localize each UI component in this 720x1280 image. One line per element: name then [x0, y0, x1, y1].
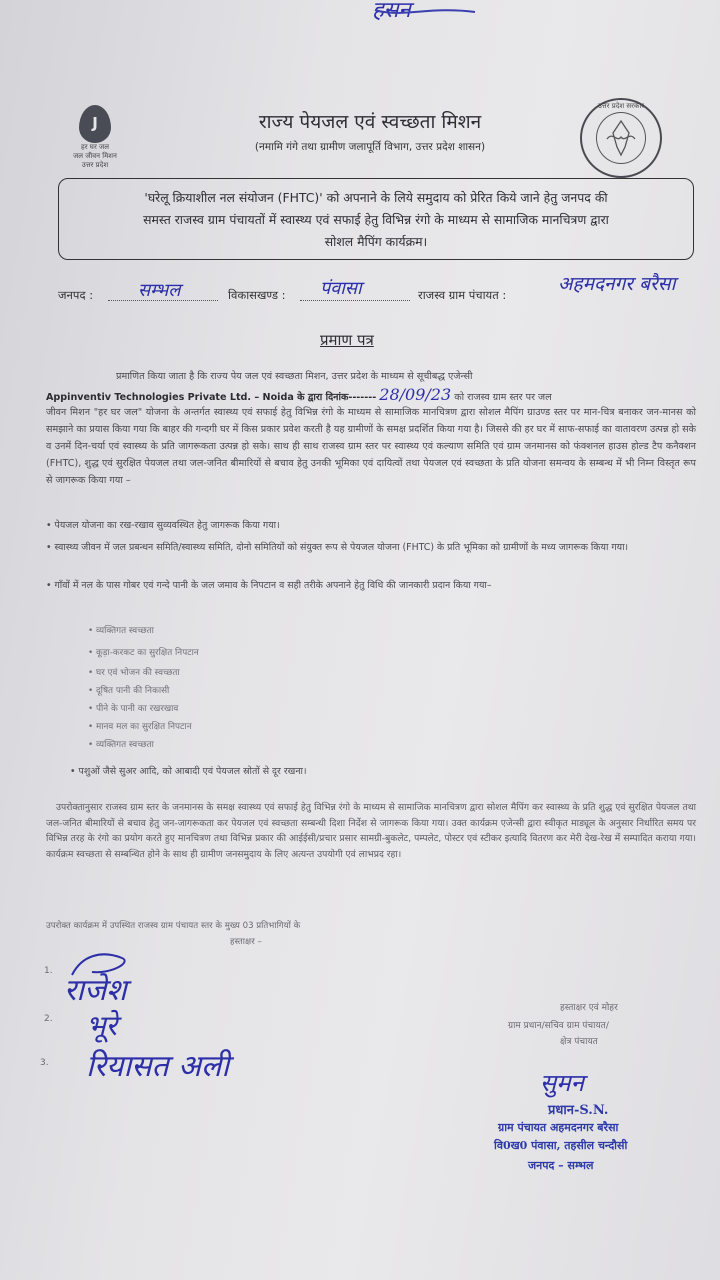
sub-item-3: • घर एवं भोजन की स्वच्छता: [88, 668, 180, 678]
document-title: राज्य पेयजल एवं स्वच्छता मिशन: [258, 111, 482, 133]
participant-3-signature: रियासत अली: [86, 1049, 230, 1084]
animals-note: • पशुओं जैसे सुअर आदि, को आबादी एवं पेयजल स्रोतों से दूर रखना।: [70, 766, 307, 777]
participant-2-number: 2.: [44, 1014, 53, 1024]
sub-item-2-text: कूड़ा-करकट का सुरक्षित निपटान: [96, 648, 199, 658]
sub-item-7-text: व्यक्तिगत स्वच्छता: [96, 740, 154, 750]
bullet-item-2: • स्वास्थ्य जीवन में जल प्रबन्धन समिति/स्वास्थ्य समिति, दोनो समितियों को संयुक्त रूप से पेयजल योजना (FHTC) के प्रति भूमिका को ग्रामीणों के मध्य जागरूक किया गया।: [46, 542, 629, 553]
participants-intro: उपरोक्त कार्यक्रम में उपस्थित राजस्व ग्राम पंचायत स्तर के मुख्य 03 प्रतिभागियों के: [46, 921, 301, 931]
logo-tagline-2: जल जीवन मिशन: [73, 152, 117, 160]
sub-item-1: • व्यक्तिगत स्वच्छता: [88, 626, 154, 636]
certificate-heading: प्रमाण पत्र: [320, 331, 374, 349]
pradhan-secretary-label: ग्राम प्रधान/सचिव ग्राम पंचायत/: [508, 1021, 609, 1031]
program-description-box: [58, 178, 694, 260]
para-1-continuation: को राजस्व ग्राम स्तर पर जल: [454, 392, 552, 403]
participant-1-signature: राजेश: [64, 973, 127, 1008]
certificate-para-1-body: जीवन मिशन "हर घर जल" योजना के अन्तर्गत स्वास्थ्य एवं सफाई हेतु विभिन्न रंगो के माध्यम से सामाजिक मानचित्रण द्वारा सोशल मैपिंग ग्राउण्ड स्तर पर मान-चित्र बनाकर जन-मानस को समझाने का प्रयास किया गया कि बाहर की गन्दगी घर में किस प्रकार प्रवेश करती है यह ग्रामीणों के समक्ष प्रदर्शित किया गया है। जिससे की हर घर में साफ-सफाई का वातावरण उत्पन्न हो सके व उनमें दिन-चर्या एवं स्वास्थ्य के प्रति जागरूकता उत्पन्न हो सके। साथ ही साथ राजस्व ग्राम स्तर पर स्वास्थ्य एवं कल्याण समिति एवं ग्राम जनमानस को फंक्शनल हाउस होल्ड टैप कनैक्शन (FHTC), शुद्ध एवं सुरक्षित पेयजल तथा जल-जनित बीमारियों से बचाव हेतु उनकी भूमिका एवं दायित्वों तथा पेयजल एवं स्वच्छता के प्रति योजना समन्वय के सम्बन्ध में भी निम्न विस्तृत रूप से जागरूक किया गया –: [46, 407, 696, 486]
top-handwriting: हसन: [372, 0, 411, 23]
sub-item-7: • व्यक्तिगत स्वच्छता: [88, 740, 154, 750]
block-value: पंवासा: [320, 278, 362, 299]
certificate-para-1-line-2: [46, 386, 696, 406]
block-dotline: [300, 300, 410, 301]
document-subtitle: (नमामि गंगे तथा ग्रामीण जलापूर्ति विभाग, उत्तर प्रदेश शासन): [254, 141, 486, 153]
sub-item-4: • दूषित पानी की निकासी: [88, 686, 170, 696]
handwritten-date: 28/09/23: [379, 385, 452, 404]
participant-2-signature: भूरे: [86, 1009, 118, 1042]
stamp-line-1: प्रधान-S.N.: [548, 1103, 609, 1118]
sub-item-3-text: घर एवं भोजन की स्वच्छता: [96, 668, 180, 678]
bullet-1-text: पेयजल योजना का रख-रखाव सुव्यवस्थित हेतु जागरूक किया गया।: [54, 520, 280, 531]
logo-tagline-1: हर घर जल: [81, 143, 109, 151]
sub-item-1-text: व्यक्तिगत स्वच्छता: [96, 626, 154, 636]
pradhan-signature: सुमन: [540, 1069, 584, 1097]
participant-1-number: 1.: [44, 966, 53, 976]
sub-item-2: • कूड़ा-करकट का सुरक्षित निपटान: [88, 648, 199, 658]
sub-item-6-text: मानव मल का सुरक्षित निपटान: [96, 722, 192, 732]
agency-and-date-text: Appinventiv Technologies Private Ltd. – Noida के द्वारा दिनांक-------: [46, 392, 377, 403]
kshetra-panchayat-label: क्षेत्र पंचायत: [560, 1037, 598, 1047]
logo-tagline-3: उत्तर प्रदेश: [81, 161, 109, 169]
up-government-emblem: [580, 98, 662, 178]
sub-item-5: • पीने के पानी का रखरखाव: [88, 704, 179, 714]
sub-item-4-text: दूषित पानी की निकासी: [96, 686, 170, 696]
sign-and-seal-label: हस्ताक्षर एवं मोहर: [560, 1003, 618, 1013]
participant-1-flourish: [62, 950, 142, 980]
certificate-para-2: उपरोक्तानुसार राजस्व ग्राम स्तर के जनमानस के समक्ष स्वास्थ्य एवं सफाई हेतु विभिन्न रंगो के माध्यम से सामाजिक मानचित्रण द्वारा सोशल मैपिंग कर स्वास्थ्य के प्रति शुद्ध एवं सुरक्षित पेयजल तथा जल-जनित बीमारियों से बचाव हेतु जन-जागरूकता कर पेयजल एवं स्वच्छता सम्बन्धी दिशा निर्देश से जागरूक किया गया। उक्त कार्यक्रम एजेन्सी द्वारा स्वीकृत माड्यूल के अनुसार निर्धारित समय पर विभिन्न तरह के रंगो का प्रयोग करते हुए मानचित्रण तथा विभिन्न प्रकार की आईईसी/प्रचार प्रसार सामग्री-बुकलेट, पम्पलेट, पोस्टर एवं स्टीकर इत्यादि वितरण कर मेरी देख-रेख में सम्पादित कराया गया। कार्यक्रम स्वच्छता से सम्बन्धित होने के साथ ही ग्रामीण जनसमुदाय के लिए अत्यन्त उपयोगी एवं लाभप्रद रहा।: [46, 802, 696, 860]
participant-3-number: 3.: [40, 1058, 49, 1068]
animals-note-text: पशुओं जैसे सुअर आदि, को आबादी एवं पेयजल स्रोतों से दूर रखना।: [78, 766, 307, 777]
block-label: विकासखण्ड :: [228, 288, 286, 302]
participants-signature-label: हस्ताक्षर –: [230, 937, 262, 947]
bullet-3-text: गाँवों में नल के पास गोबर एवं गन्दे पानी के जल जमाव के निपटान व सही तरीके अपनाने हेतु विधि की जानकारी प्रदान किया गया–: [54, 580, 492, 591]
program-line-3: सोशल मैपिंग कार्यक्रम।: [324, 234, 428, 249]
gram-panchayat-label: राजस्व ग्राम पंचायत :: [418, 288, 507, 302]
jal-jeevan-mission-logo: [55, 105, 135, 175]
top-scribble-stroke: [370, 0, 480, 30]
certificate-para-1-line-1: प्रमाणित किया जाता है कि राज्य पेय जल एवं स्वच्छता मिशन, उत्तर प्रदेश के माध्यम से सूचीबद्ध एजेन्सी: [116, 371, 473, 382]
emblem-text: उत्तर प्रदेश सरकार: [597, 102, 645, 110]
district-label: जनपद :: [58, 288, 94, 302]
bullet-item-1: • पेयजल योजना का रख-रखाव सुव्यवस्थित हेतु जागरूक किया गया।: [46, 520, 280, 531]
bullet-item-3: • गाँवों में नल के पास गोबर एवं गन्दे पानी के जल जमाव के निपटान व सही तरीके अपनाने हेतु विधि की जानकारी प्रदान किया गया–: [46, 580, 492, 591]
gram-panchayat-value: अहमदनगर बरैसा: [558, 273, 676, 295]
stamp-line-2: ग्राम पंचायत अहमदनगर बरैसा: [498, 1121, 619, 1134]
sub-item-5-text: पीने के पानी का रखरखाव: [96, 704, 179, 714]
district-value: सम्भल: [138, 280, 181, 301]
sub-item-6: • मानव मल का सुरक्षित निपटान: [88, 722, 192, 732]
emblem-seal-icon: [596, 112, 646, 164]
stamp-line-4: जनपद – सम्भल: [528, 1159, 594, 1172]
bullet-2-text: स्वास्थ्य जीवन में जल प्रबन्धन समिति/स्वास्थ्य समिति, दोनो समितियों को संयुक्त रूप से पेयजल योजना (FHTC) के प्रति भूमिका को ग्रामीणों के मध्य जागरूक किया गया।: [54, 542, 629, 553]
program-line-2: समस्त राजस्व ग्राम पंचायतों में स्वास्थ्य एवं सफाई हेतु विभिन्न रंगो के माध्यम से सामाजिक मानचित्रण द्वारा: [143, 212, 609, 227]
program-line-1: 'घरेलू क्रियाशील नल संयोजन (FHTC)' को अपनाने के लिये समुदाय को प्रेरित किये जाने हेतु जनपद की: [144, 190, 608, 205]
stamp-line-3: वि0ख0 पंवासा, तहसील चन्दौसी: [494, 1139, 628, 1152]
water-drop-icon: J: [79, 105, 111, 143]
